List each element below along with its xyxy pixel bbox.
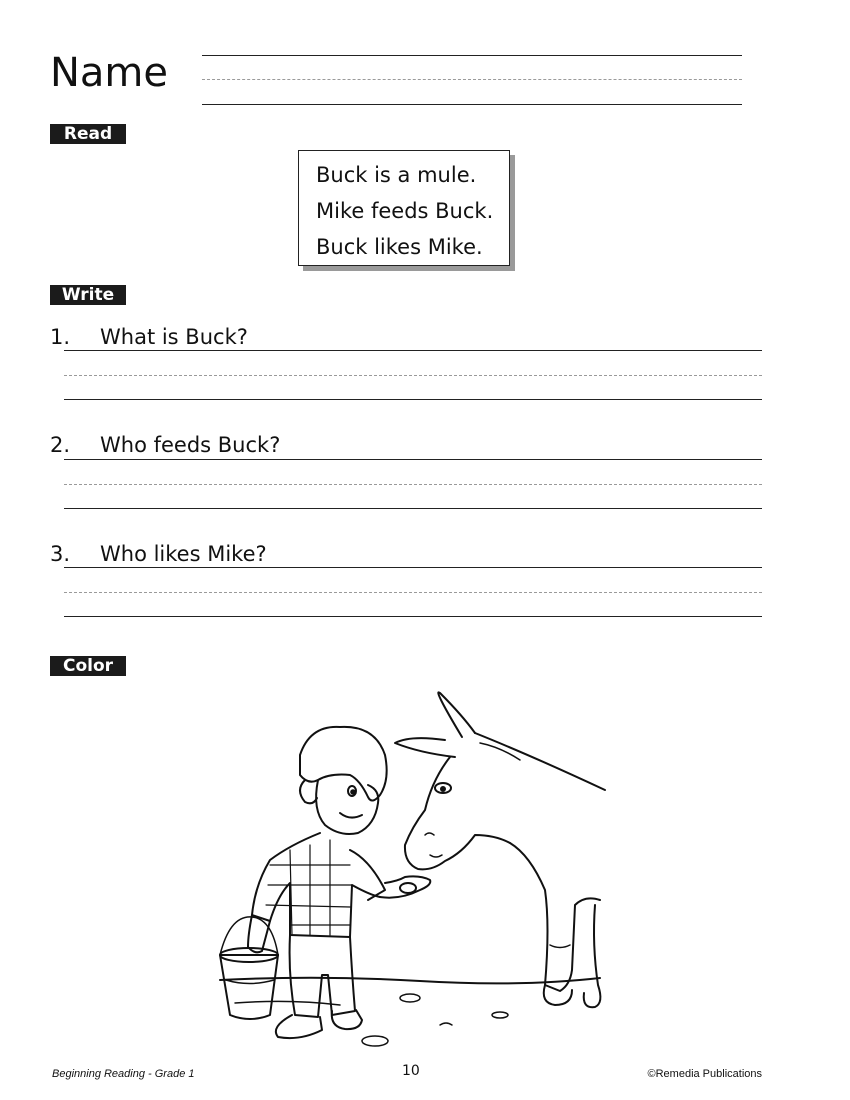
story-line-2: Mike feeds Buck. (316, 199, 494, 223)
question-3-line (64, 567, 762, 568)
story-line-3: Buck likes Mike. (316, 235, 483, 259)
answer-2-line[interactable] (64, 508, 762, 509)
story-line-1: Buck is a mule. (316, 163, 477, 187)
write-section-tag: Write (50, 285, 126, 305)
page-number: 10 (402, 1063, 420, 1079)
question-1-number: 1. (50, 325, 71, 349)
question-1-text: What is Buck? (100, 325, 248, 349)
footer-copyright: ©Remedia Publications (647, 1068, 762, 1080)
question-3-text: Who likes Mike? (100, 542, 267, 566)
footer-book-title: Beginning Reading - Grade 1 (52, 1068, 195, 1080)
answer-2-dashed-line (64, 484, 762, 485)
mule-drawing (395, 692, 605, 1007)
coloring-illustration[interactable] (200, 685, 620, 1055)
name-line-bottom[interactable] (202, 104, 742, 105)
color-section-tag: Color (50, 656, 126, 676)
name-label: Name (50, 50, 169, 96)
question-2-number: 2. (50, 433, 71, 457)
answer-3-dashed-line (64, 592, 762, 593)
answer-3-line[interactable] (64, 616, 762, 617)
question-2-text: Who feeds Buck? (100, 433, 281, 457)
question-3-number: 3. (50, 542, 71, 566)
read-section-tag: Read (50, 124, 126, 144)
answer-1-dashed-line (64, 375, 762, 376)
boy-drawing (220, 727, 430, 1038)
answer-1-line[interactable] (64, 399, 762, 400)
question-2-line (64, 459, 762, 460)
question-1-line (64, 350, 762, 351)
story-box (298, 150, 510, 266)
name-line-dashed (202, 79, 742, 80)
name-line-top (202, 55, 742, 56)
